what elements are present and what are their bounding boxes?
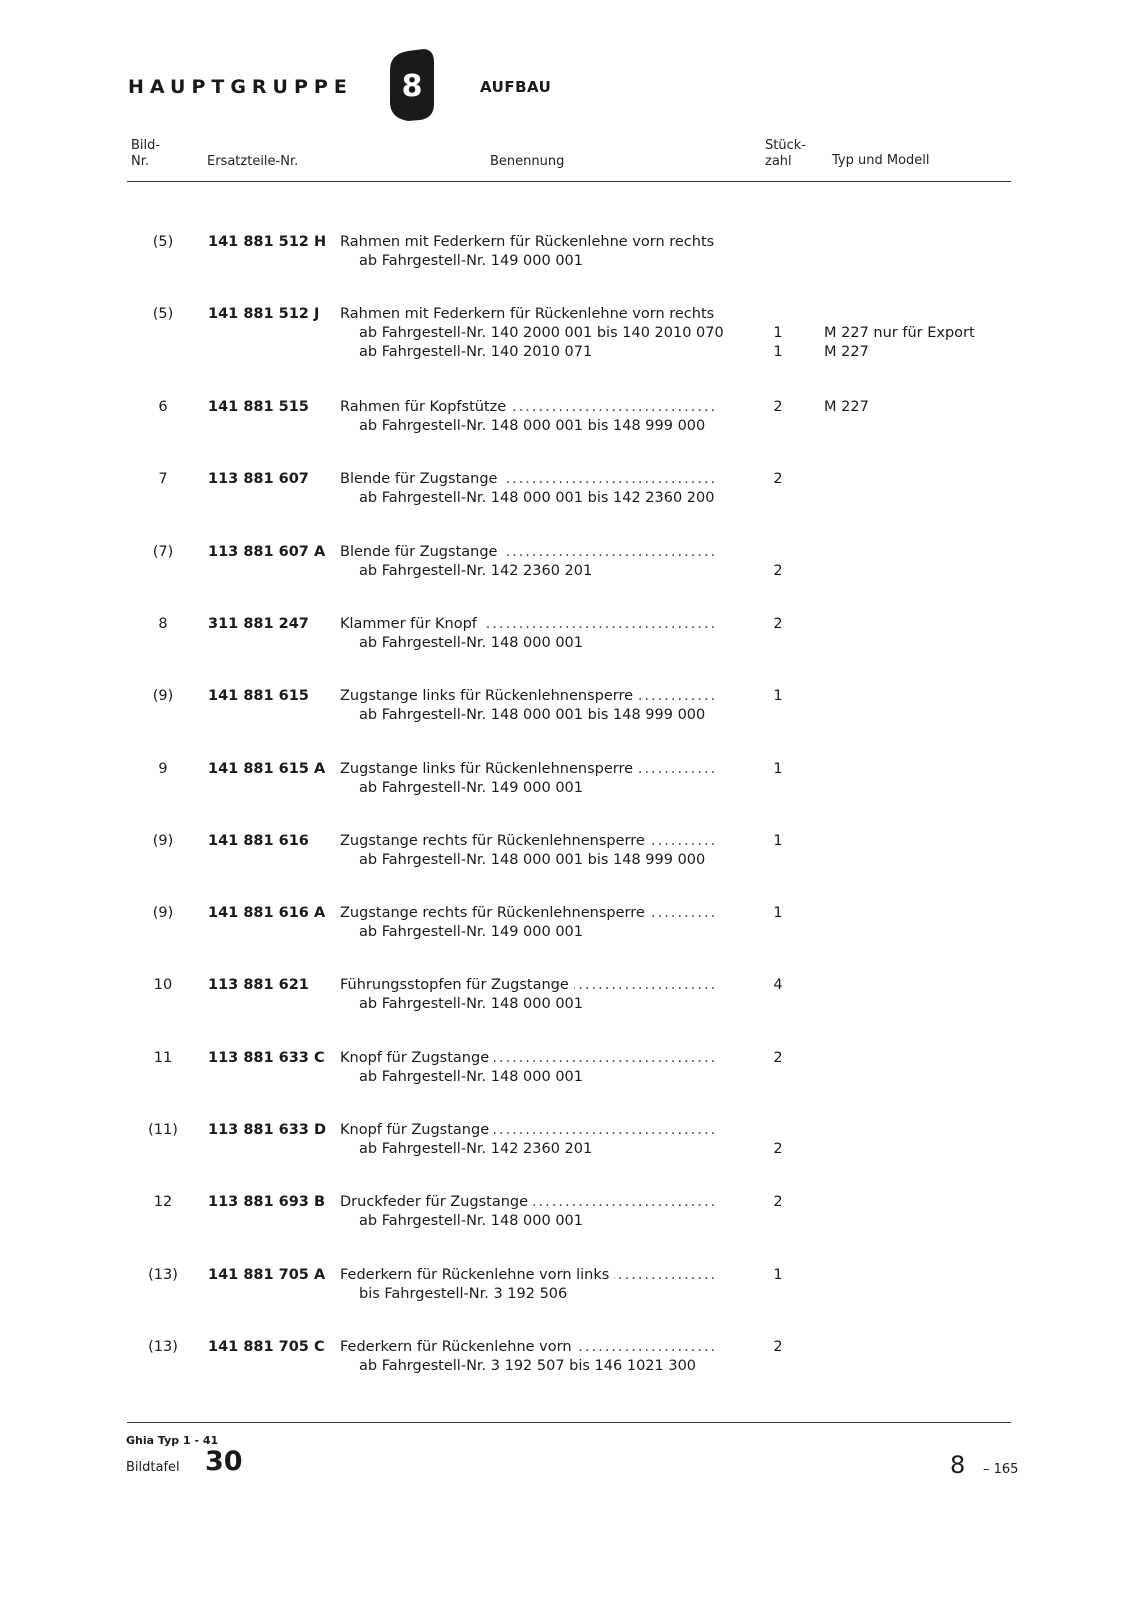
chassis-range: ab Fahrgestell-Nr. 148 000 001 — [359, 1213, 584, 1229]
bild-nr: 11 — [153, 1050, 173, 1066]
section-title: AUFBAU — [480, 78, 552, 96]
quantity: 2 — [773, 1050, 783, 1066]
part-description — [340, 1266, 740, 1304]
col-header-ersatzteile: Ersatzteile-Nr. — [207, 154, 299, 169]
description-text: Zugstange links für Rückenlehnensperre — [340, 688, 638, 704]
footer-divider — [127, 1422, 1011, 1423]
part-number: 113 881 633 D — [208, 1122, 326, 1138]
table-row — [0, 976, 1144, 1036]
description-text: Blende für Zugstange — [340, 544, 502, 560]
description-line — [340, 904, 740, 923]
part-description — [340, 1193, 740, 1231]
type-model: M 227 — [824, 399, 869, 415]
part-description — [340, 1049, 740, 1087]
description-text: Rahmen mit Federkern für Rückenlehne vorn rechts — [340, 234, 719, 250]
part-number: 311 881 247 — [208, 616, 309, 632]
description-text: Zugstange links für Rückenlehnensperre — [340, 761, 638, 777]
description-line — [340, 760, 740, 779]
bild-nr: (13) — [148, 1267, 178, 1283]
table-row — [0, 1121, 1144, 1181]
part-description — [340, 687, 740, 725]
chassis-range: ab Fahrgestell-Nr. 148 000 001 — [359, 1069, 584, 1085]
table-row — [0, 760, 1144, 820]
chassis-range: bis Fahrgestell-Nr. 3 192 506 — [359, 1286, 568, 1302]
quantity: 4 — [773, 977, 783, 993]
bild-nr: 6 — [158, 399, 168, 415]
quantity: 1 — [773, 761, 783, 777]
description-line — [340, 687, 740, 706]
chassis-range: ab Fahrgestell-Nr. 149 000 001 — [359, 253, 584, 269]
description-text: Federkern für Rückenlehne vorn links — [340, 1267, 614, 1283]
bild-nr: 7 — [158, 471, 168, 487]
chassis-range: ab Fahrgestell-Nr. 3 192 507 bis 146 1021 300 — [359, 1358, 697, 1374]
table-row — [0, 543, 1144, 603]
table-row — [0, 470, 1144, 530]
description-line — [340, 305, 740, 324]
bild-nr: (5) — [152, 306, 174, 322]
part-number: 113 881 607 A — [208, 544, 326, 560]
description-text: Rahmen für Kopfstütze — [340, 399, 511, 415]
description-text: Knopf für Zugstange — [340, 1122, 494, 1138]
page-title: HAUPTGRUPPE — [128, 76, 353, 98]
bild-nr: (13) — [148, 1339, 178, 1355]
footer-model: Ghia Typ 1 - 41 — [126, 1434, 219, 1447]
quantity: 2 — [773, 1141, 783, 1157]
bild-nr: (9) — [152, 905, 174, 921]
part-description — [340, 543, 740, 581]
description-line — [340, 470, 740, 489]
table-row — [0, 832, 1144, 892]
bild-nr: (9) — [152, 833, 174, 849]
group-badge — [384, 48, 438, 122]
quantity: 2 — [773, 399, 783, 415]
chassis-range: ab Fahrgestell-Nr. 149 000 001 — [359, 780, 584, 796]
description-line — [340, 543, 740, 562]
quantity: 2 — [773, 1339, 783, 1355]
table-row — [0, 687, 1144, 747]
bildtafel-number: 30 — [205, 1446, 243, 1477]
chassis-range: ab Fahrgestell-Nr. 140 2010 071 — [359, 344, 593, 360]
part-number: 141 881 616 A — [208, 905, 326, 921]
chassis-range: ab Fahrgestell-Nr. 148 000 001 bis 148 999 000 — [359, 852, 706, 868]
bild-nr: (9) — [152, 688, 174, 704]
part-description — [340, 904, 740, 942]
description-text: Führungsstopfen für Zugstange — [340, 977, 574, 993]
description-line — [340, 1049, 740, 1068]
part-number: 141 881 615 — [208, 688, 309, 704]
part-number: 141 881 615 A — [208, 761, 326, 777]
bildtafel-label: Bildtafel — [126, 1460, 180, 1475]
description-text: Klammer für Knopf — [340, 616, 482, 632]
col-header-typ: Typ und Modell — [832, 153, 930, 168]
chassis-range: ab Fahrgestell-Nr. 149 000 001 — [359, 924, 584, 940]
description-text: Blende für Zugstange — [340, 471, 502, 487]
quantity: 1 — [773, 833, 783, 849]
chassis-range: ab Fahrgestell-Nr. 140 2000 001 bis 140 2010 070 — [359, 325, 724, 341]
type-model: M 227 nur für Export — [824, 325, 975, 341]
description-line — [340, 233, 740, 252]
part-description — [340, 470, 740, 508]
part-description — [340, 615, 740, 653]
quantity: 1 — [773, 688, 783, 704]
quantity: 1 — [773, 344, 783, 360]
table-row — [0, 1049, 1144, 1109]
description-line — [340, 1266, 740, 1285]
bild-nr: 9 — [158, 761, 168, 777]
bild-nr: (7) — [152, 544, 174, 560]
chassis-range: ab Fahrgestell-Nr. 148 000 001 bis 148 999 000 — [359, 418, 706, 434]
description-line — [340, 976, 740, 995]
chassis-range: ab Fahrgestell-Nr. 142 2360 201 — [359, 563, 593, 579]
description-line — [340, 1193, 740, 1212]
part-number: 113 881 693 B — [208, 1194, 325, 1210]
header-divider — [127, 181, 1011, 182]
description-line — [340, 1338, 740, 1357]
quantity: 2 — [773, 1194, 783, 1210]
type-model: M 227 — [824, 344, 869, 360]
col-header-benennung: Benennung — [490, 154, 565, 169]
description-line — [340, 615, 740, 634]
part-description — [340, 976, 740, 1014]
table-row — [0, 305, 1144, 365]
part-number: 141 881 705 A — [208, 1267, 326, 1283]
part-number: 141 881 515 — [208, 399, 309, 415]
chassis-range: ab Fahrgestell-Nr. 142 2360 201 — [359, 1141, 593, 1157]
group-number: 8 — [401, 69, 423, 104]
bild-nr: 12 — [153, 1194, 173, 1210]
quantity: 2 — [773, 563, 783, 579]
part-description — [340, 233, 740, 271]
page-subnumber: – 165 — [983, 1462, 1019, 1477]
col-header-stueckzahl: Stück- zahl — [765, 138, 806, 169]
chassis-range: ab Fahrgestell-Nr. 148 000 001 bis 148 999 000 — [359, 707, 706, 723]
part-number: 141 881 616 — [208, 833, 309, 849]
table-row — [0, 233, 1144, 293]
table-row — [0, 904, 1144, 964]
part-number: 141 881 512 J — [208, 306, 320, 322]
part-description — [340, 1121, 740, 1159]
quantity: 1 — [773, 325, 783, 341]
part-number: 141 881 512 H — [208, 234, 327, 250]
quantity: 2 — [773, 471, 783, 487]
description-text: Zugstange rechts für Rückenlehnensperre — [340, 905, 650, 921]
bild-nr: (5) — [152, 234, 174, 250]
description-line — [340, 832, 740, 851]
part-description — [340, 305, 740, 362]
page-number: 8 — [950, 1451, 966, 1479]
description-text: Knopf für Zugstange — [340, 1050, 494, 1066]
table-row — [0, 615, 1144, 675]
table-row — [0, 398, 1144, 458]
part-number: 113 881 633 C — [208, 1050, 325, 1066]
chassis-range: ab Fahrgestell-Nr. 148 000 001 — [359, 635, 584, 651]
part-description — [340, 1338, 740, 1376]
part-description — [340, 832, 740, 870]
quantity: 2 — [773, 616, 783, 632]
col-header-bild: Bild- Nr. — [131, 138, 161, 169]
part-number: 141 881 705 C — [208, 1339, 325, 1355]
description-text: Rahmen mit Federkern für Rückenlehne vorn rechts — [340, 306, 719, 322]
description-text: Zugstange rechts für Rückenlehnensperre — [340, 833, 650, 849]
part-number: 113 881 607 — [208, 471, 309, 487]
bild-nr: (11) — [148, 1122, 178, 1138]
table-row — [0, 1266, 1144, 1326]
bild-nr: 10 — [153, 977, 173, 993]
bild-nr: 8 — [158, 616, 168, 632]
group-number-icon — [384, 48, 438, 122]
part-description — [340, 760, 740, 798]
table-row — [0, 1338, 1144, 1398]
quantity: 1 — [773, 905, 783, 921]
chassis-range: ab Fahrgestell-Nr. 148 000 001 — [359, 996, 584, 1012]
table-row — [0, 1193, 1144, 1253]
part-description — [340, 398, 740, 436]
description-text: Federkern für Rückenlehne vorn — [340, 1339, 577, 1355]
chassis-range: ab Fahrgestell-Nr. 148 000 001 bis 142 2360 200 — [359, 490, 715, 506]
description-line — [340, 398, 740, 417]
part-number: 113 881 621 — [208, 977, 309, 993]
description-line — [340, 1121, 740, 1140]
description-text: Druckfeder für Zugstange — [340, 1194, 533, 1210]
quantity: 1 — [773, 1267, 783, 1283]
